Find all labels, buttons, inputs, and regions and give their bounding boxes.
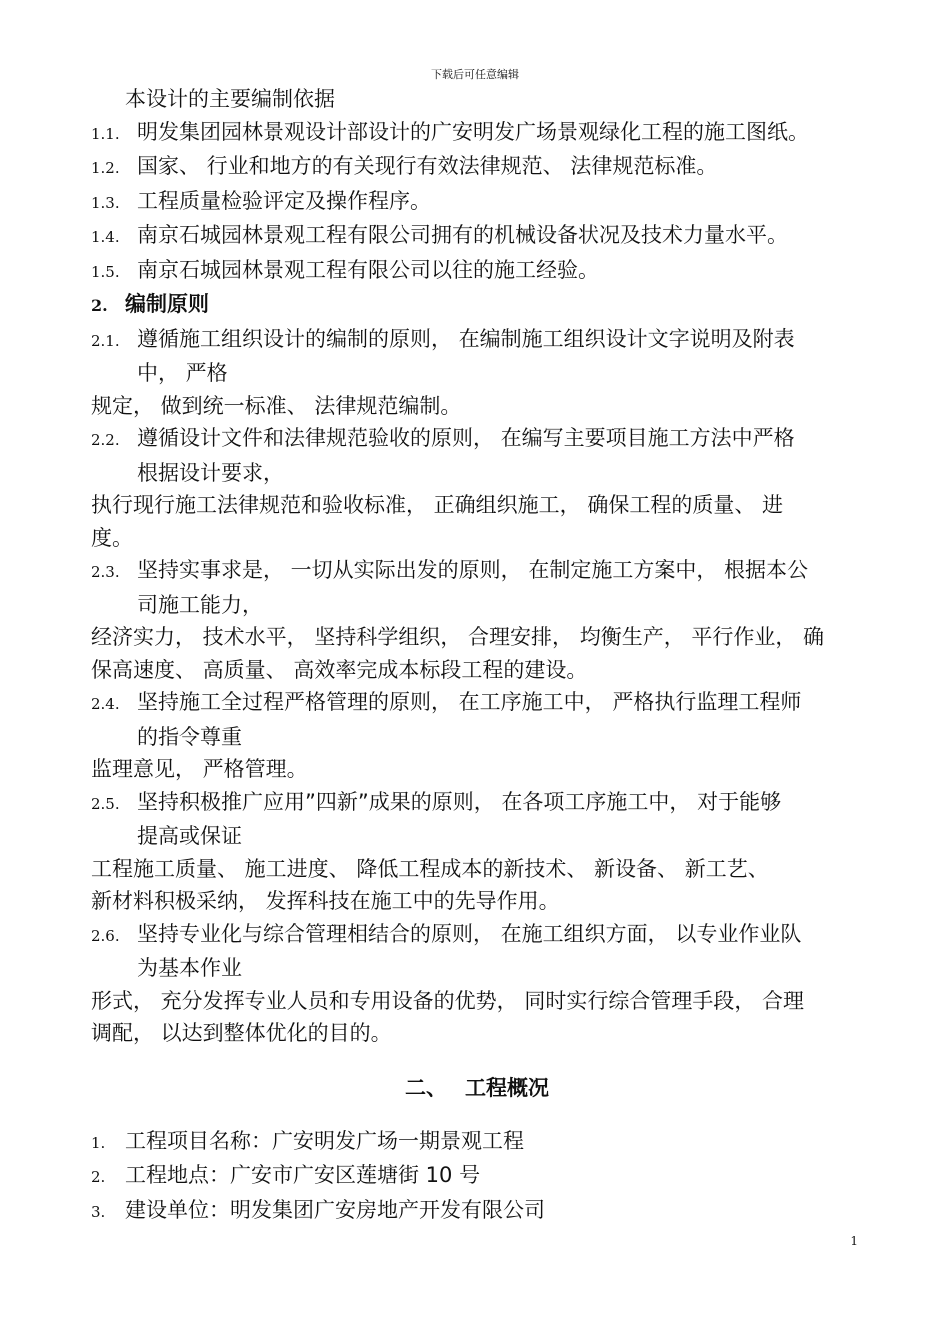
list-item — [91, 116, 863, 151]
item-text: 工程地点：广安市广安区莲塘街 10 号 — [125, 1163, 481, 1187]
list-item — [91, 554, 863, 589]
item-number: 2.3. — [91, 563, 120, 581]
list-item — [91, 150, 863, 185]
list-item — [91, 1194, 863, 1229]
item-continuation: 根据设计要求， — [137, 460, 284, 485]
item-number: 3. — [91, 1202, 106, 1221]
list-item — [91, 323, 863, 358]
paragraph-line: 新材料积极采纳， 发挥科技在施工中的先导作用。 — [91, 889, 560, 913]
item-number: 2.1. — [91, 331, 120, 350]
list-item — [91, 686, 863, 721]
item-text: 南京石城园林景观工程有限公司拥有的机械设备状况及技术力量水平。 — [137, 223, 788, 247]
item-continuation: 司施工能力， — [137, 592, 263, 617]
item-text: 建设单位：明发集团广安房地产开发有限公司 — [125, 1197, 545, 1222]
item-text: 国家、 行业和地方的有关现行有效法律规范、 法律规范标准。 — [137, 154, 718, 178]
list-item — [91, 219, 863, 254]
paragraph-line: 执行现行施工法律规范和验收标准， 正确组织施工， 确保工程的质量、 进 — [91, 493, 784, 517]
intro-heading: 本设计的主要编制依据 — [125, 87, 335, 111]
item-text: 南京石城园林景观工程有限公司以往的施工经验。 — [137, 257, 599, 282]
document-body — [91, 83, 863, 1228]
chapter-title: 工程概况 — [465, 1075, 549, 1100]
list-item — [91, 918, 863, 953]
paragraph-line: 保高速度、 高质量、 高效率完成本标段工程的建设。 — [91, 657, 588, 682]
paragraph-line: 工程施工质量、 施工进度、 降低工程成本的新技术、 新设备、 新工艺、 — [91, 856, 769, 881]
item-continuation: 的指令尊重 — [137, 724, 242, 749]
chapter-number: 二、 — [405, 1075, 447, 1100]
item-number: 1. — [91, 1133, 106, 1152]
paragraph-line: 监理意见， 严格管理。 — [91, 757, 308, 781]
section-heading — [91, 288, 863, 323]
item-continuation: 为基本作业 — [137, 956, 242, 980]
paragraph-line: 经济实力， 技术水平， 坚持科学组织， 合理安排， 均衡生产， 平行作业， 确 — [91, 625, 825, 649]
item-number: 1.4. — [91, 228, 120, 246]
list-item — [91, 786, 863, 821]
list-item — [91, 185, 863, 220]
item-number: 1.2. — [91, 159, 120, 177]
item-number: 2.6. — [91, 926, 120, 945]
item-number: 1.1. — [91, 124, 120, 143]
item-text: 遵循施工组织设计的编制的原则， 在编制施工组织设计文字说明及附表 — [137, 326, 795, 351]
item-text: 工程项目名称：广安明发广场一期景观工程 — [125, 1128, 524, 1153]
chapter-heading — [91, 1072, 863, 1104]
item-text: 坚持施工全过程严格管理的原则， 在工序施工中， 严格执行监理工程师 — [137, 690, 802, 714]
item-continuation: 提高或保证 — [137, 824, 242, 848]
item-number: 2.5. — [91, 794, 120, 813]
list-item — [91, 422, 863, 457]
item-number: 2.2. — [91, 431, 120, 449]
list-item — [91, 254, 863, 289]
paragraph-line: 调配， 以达到整体优化的目的。 — [91, 1021, 392, 1045]
item-number: 2.4. — [91, 695, 120, 713]
item-text: 工程质量检验评定及操作程序。 — [137, 188, 431, 213]
page-number: 1 — [850, 1234, 858, 1248]
item-number: 2. — [91, 1168, 106, 1186]
section-number: 2. — [91, 296, 108, 315]
paragraph-line: 度。 — [91, 525, 133, 550]
list-item — [91, 1125, 863, 1160]
item-text: 遵循设计文件和法律规范验收的原则， 在编写主要项目施工方法中严格 — [137, 426, 795, 450]
list-item — [91, 1159, 863, 1194]
item-text: 明发集团园林景观设计部设计的广安明发广场景观绿化工程的施工图纸。 — [137, 119, 809, 144]
item-text: 坚持积极推广应用”四新”成果的原则， 在各项工序施工中， 对于能够 — [137, 789, 782, 814]
section-title: 编制原则 — [125, 292, 209, 316]
item-continuation: 中， 严格 — [137, 361, 228, 385]
item-text: 坚持专业化与综合管理相结合的原则， 在施工组织方面， 以专业作业队 — [137, 921, 802, 946]
item-text: 坚持实事求是， 一切从实际出发的原则， 在制定施工方案中， 根据本公 — [137, 558, 809, 582]
item-number: 1.3. — [91, 193, 120, 212]
page-header: 下载后可任意编辑 — [431, 68, 519, 81]
item-number: 1.5. — [91, 262, 120, 281]
paragraph-line: 规定， 做到统一标准、 法律规范编制。 — [91, 393, 462, 418]
paragraph-line: 形式， 充分发挥专业人员和专用设备的优势， 同时实行综合管理手段， 合理 — [91, 988, 805, 1013]
